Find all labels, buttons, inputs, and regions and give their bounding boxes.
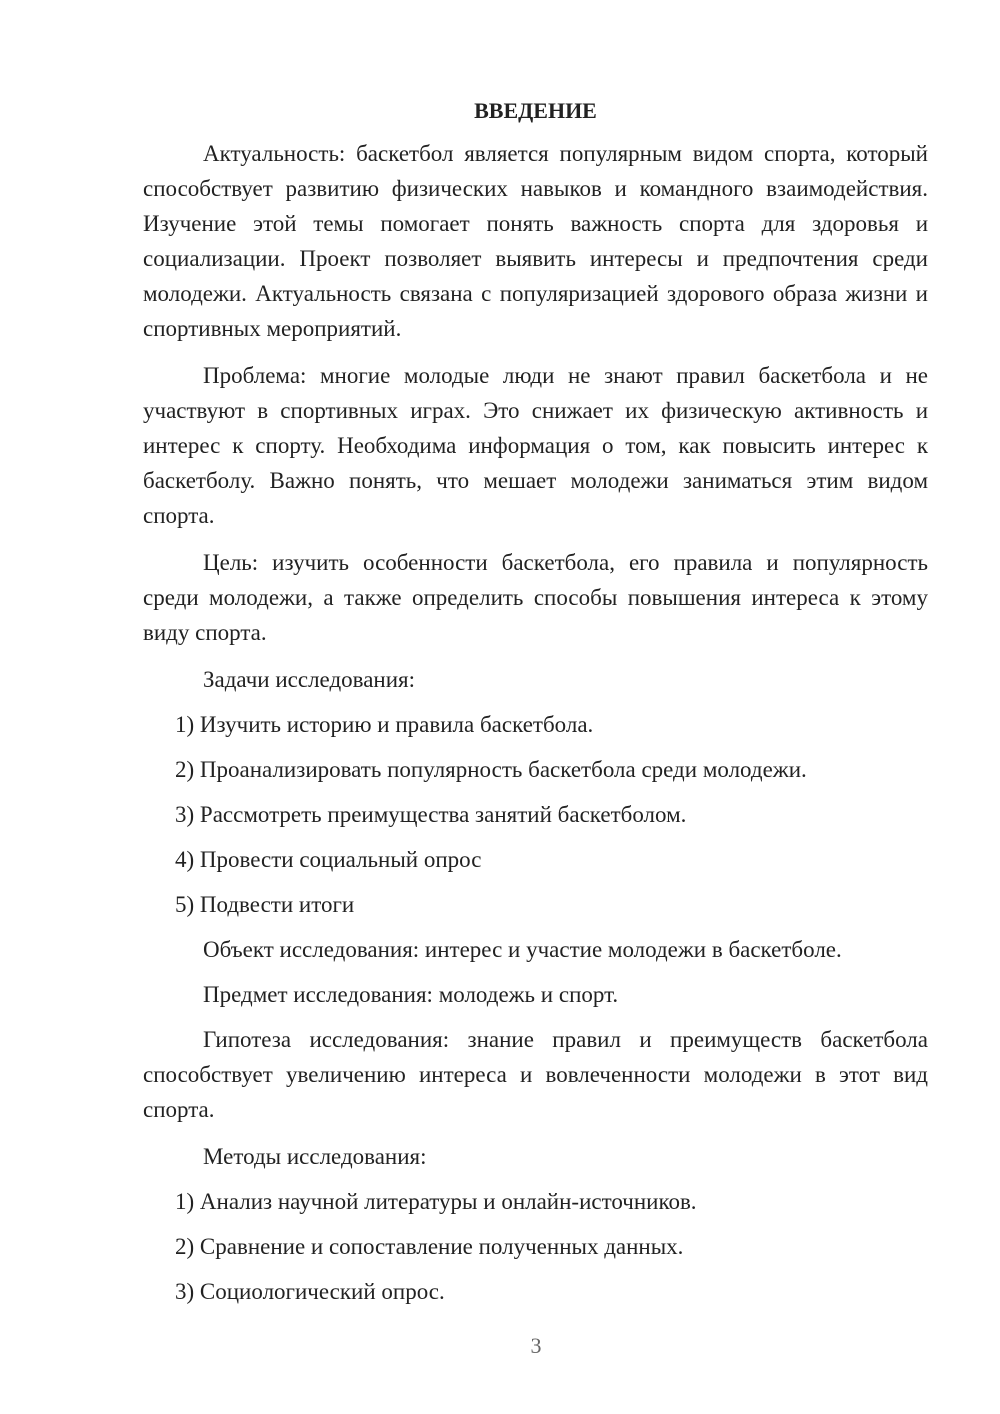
subject-line: Предмет исследования: молодежь и спорт.	[203, 982, 619, 1007]
task-item: 2) Проанализировать популярность баскетбола среди молодежи.	[175, 757, 807, 782]
hypothesis-paragraph: Гипотеза исследования: знание правил и преимуществ баскетбола способствует увеличению интереса и вовлеченности молодежи в этот вид спорта.	[143, 1027, 928, 1122]
method-item: 3) Социологический опрос.	[175, 1279, 445, 1304]
task-item: 1) Изучить историю и правила баскетбола.	[175, 712, 594, 737]
task-item: 3) Рассмотреть преимущества занятий баскетболом.	[175, 802, 687, 827]
task-item: 5) Подвести итоги	[175, 892, 355, 917]
problem-paragraph: Проблема: многие молодые люди не знают правил баскетбола и не участвуют в спортивных играх. Это снижает их физическую активность и интерес к спорту. Необходима информация о том, как повысить интерес к баскетболу. Важно понять, что мешает молодежи заниматься этим видом спорта.	[143, 363, 928, 528]
method-item: 2) Сравнение и сопоставление полученных данных.	[175, 1234, 684, 1259]
methods-heading: Методы исследования:	[203, 1144, 427, 1169]
tasks-heading: Задачи исследования:	[203, 667, 416, 692]
page-title: ВВЕДЕНИЕ	[474, 98, 597, 123]
object-line: Объект исследования: интерес и участие молодежи в баскетболе.	[203, 937, 842, 962]
task-item: 4) Провести социальный опрос	[175, 847, 482, 872]
method-item: 1) Анализ научной литературы и онлайн-источников.	[175, 1189, 697, 1214]
document-page	[143, 96, 928, 1319]
goal-paragraph: Цель: изучить особенности баскетбола, его правила и популярность среди молодежи, а также определить способы повышения интереса к этому виду спорта.	[143, 550, 928, 645]
page-number: 3	[530, 1333, 542, 1358]
relevance-paragraph: Актуальность: баскетбол является популярным видом спорта, который способствует развитию физических навыков и командного взаимодействия. Изучение этой темы помогает понять важность спорта для здоровья и социализации. Проект позволяет выявить интересы и предпочтения среди молодежи. Актуальность связана с популяризацией здорового образа жизни и спортивных мероприятий.	[143, 141, 928, 341]
